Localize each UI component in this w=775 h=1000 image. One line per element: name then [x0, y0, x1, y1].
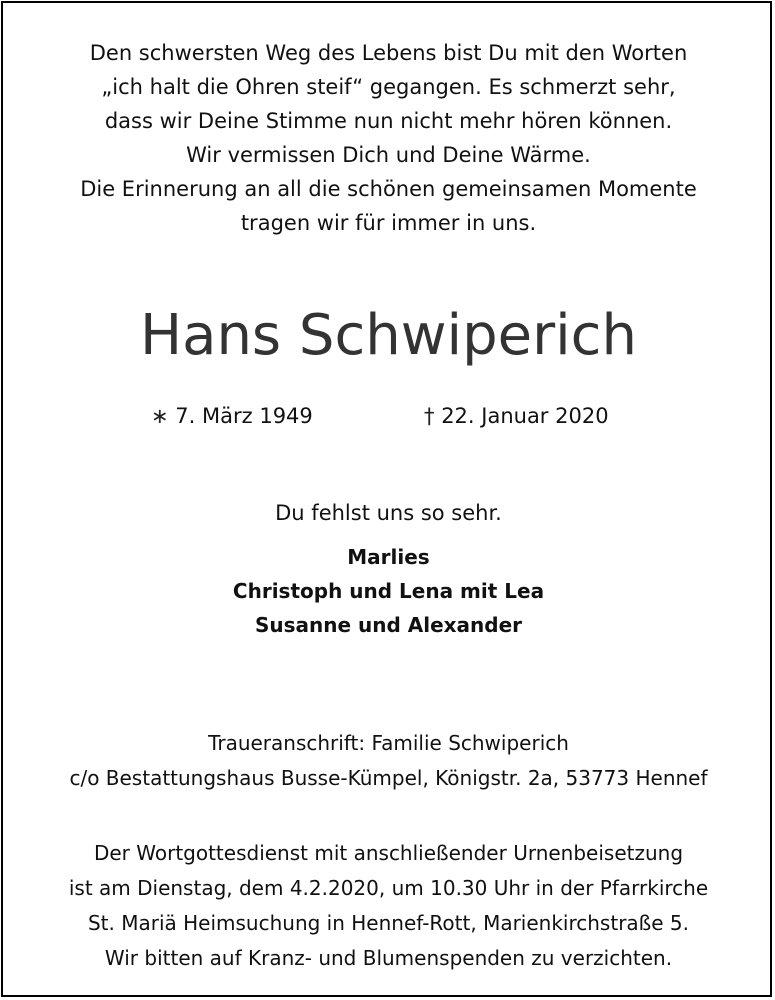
birth-date-text: 7. März 1949: [175, 404, 313, 428]
birth-star-icon: ∗: [151, 404, 169, 428]
intro-line: Den schwersten Weg des Lebens bist Du mit den Worten: [89, 41, 688, 65]
death-cross-icon: †: [424, 404, 435, 428]
intro-line: „ich halt die Ohren steif“ gegangen. Es schmerzt sehr,: [101, 75, 676, 99]
birth-date: [151, 401, 313, 431]
intro-line: Die Erinnerung an all die schönen gemeinsamen Momente: [80, 177, 697, 201]
mourner: Christoph und Lena mit Lea: [232, 579, 545, 603]
deceased-name: Hans Schwiperich: [140, 303, 637, 368]
mourner: Marlies: [347, 545, 430, 569]
death-date-text: 22. Januar 2020: [441, 404, 609, 428]
intro-line: Wir vermissen Dich und Deine Wärme.: [186, 143, 591, 167]
address-line: c/o Bestattungshaus Busse-Kümpel, Königstr. 2a, 53773 Hennef: [69, 766, 708, 790]
intro-line: dass wir Deine Stimme nun nicht mehr hören können.: [104, 109, 673, 133]
service-line: Wir bitten auf Kranz- und Blumenspenden zu verzichten.: [104, 946, 673, 970]
obituary-notice: [1, 1, 772, 997]
closing-phrase: Du fehlst uns so sehr.: [275, 501, 502, 525]
intro-line: tragen wir für immer in uns.: [240, 211, 537, 235]
service-line: St. Mariä Heimsuchung in Hennef-Rott, Marienkirchstraße 5.: [87, 911, 690, 935]
service-line: Der Wortgottesdienst mit anschließender Urnenbeisetzung: [93, 841, 684, 865]
mourner: Susanne und Alexander: [254, 613, 523, 637]
address-line: Traueranschrift: Familie Schwiperich: [208, 731, 569, 755]
death-date: [424, 401, 609, 431]
service-line: ist am Dienstag, dem 4.2.2020, um 10.30 Uhr in der Pfarrkirche: [68, 876, 709, 900]
